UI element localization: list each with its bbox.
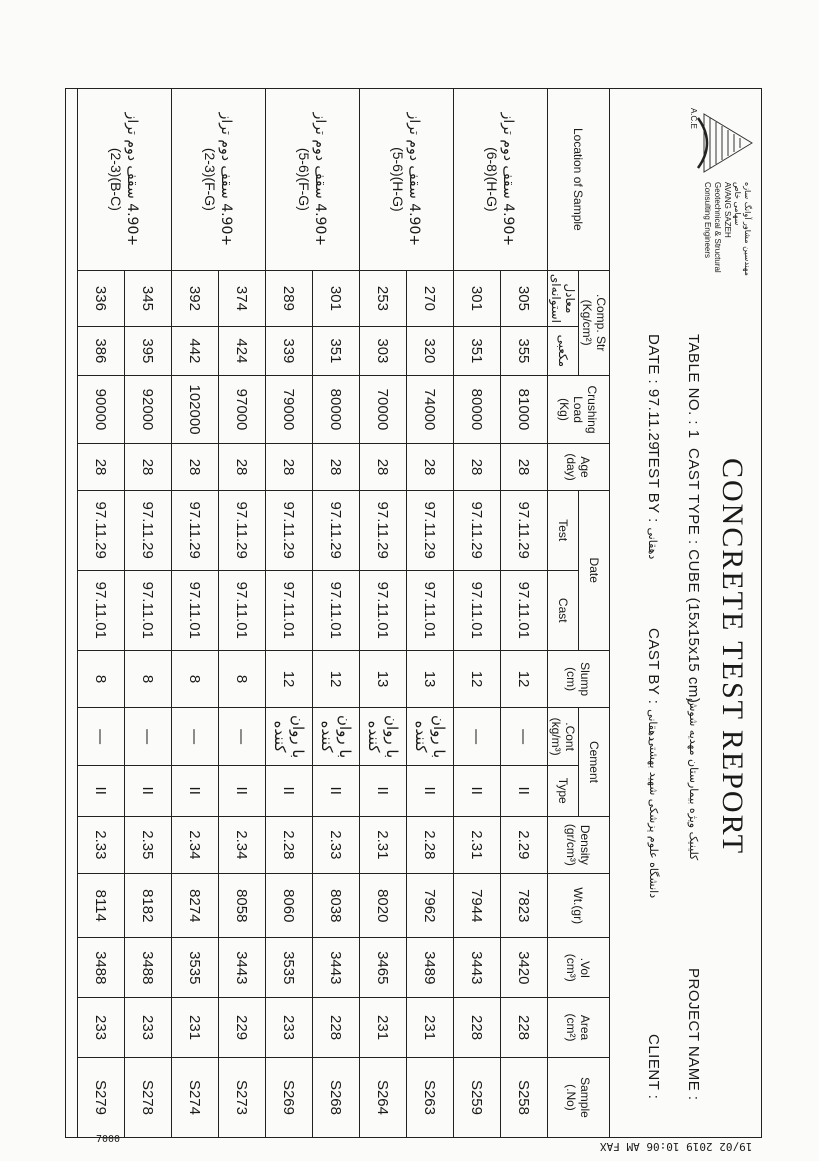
cell-cyl: 336 [78,270,125,326]
cell-wt: 8020 [360,874,407,938]
cell-test: 97.11.29 [266,490,313,570]
col-age: Age (day) [548,444,610,490]
cell-vol: 3535 [266,938,313,998]
col-cement-type: Type [548,765,579,816]
cell-cast: 97.11.01 [407,570,454,650]
date-label: DATE : 97.11.29 [645,334,662,451]
cell-cont: — [454,708,501,766]
cell-cyl: 392 [172,270,219,326]
cell-density: 2.28 [407,816,454,874]
location-level: +4.90 سقف دوم تراز [312,112,329,247]
cell-sample: S273 [219,1057,266,1137]
cast-type: CAST TYPE : CUBE (15x15x15 cm) [685,448,702,704]
col-date: Date [579,490,610,650]
cell-vol: 3489 [407,938,454,998]
col-slump: Slump (cm) [548,650,610,708]
cell-cast: 97.11.01 [125,570,172,650]
cell-area: 228 [454,998,501,1058]
table-row [219,89,266,1138]
cell-cont: با روان کننده [266,708,313,766]
company-name-en: AVANG SAZEH [723,182,732,238]
company-names [702,182,752,302]
cell-test: 97.11.29 [501,490,548,570]
cell-cube: 395 [125,327,172,375]
test-by-value: دهقانی [646,527,659,560]
cell-area: 229 [219,998,266,1058]
cell-age: 28 [407,444,454,490]
col-date-cast: Cast [548,570,579,650]
cell-cont: — [125,708,172,766]
col-location: Location of Sample [548,89,610,271]
cell-slump: 8 [125,650,172,708]
cell-age: 28 [172,444,219,490]
cell-cont: — [219,708,266,766]
cell-sample: S269 [266,1057,313,1137]
cell-type: II [313,765,360,816]
cell-density: 2.33 [313,816,360,874]
col-comp-cube: مکعبی [548,327,579,375]
cell-cast: 97.11.01 [501,570,548,650]
cell-type: II [360,765,407,816]
cell-cube: 442 [172,327,219,375]
cell-cast: 97.11.01 [78,570,125,650]
cell-area: 231 [172,998,219,1058]
cell-area: 228 [501,998,548,1058]
cell-area: 228 [313,998,360,1058]
location-grid: (F-G)(2-3) [202,147,219,211]
cell-sample: S268 [313,1057,360,1137]
cell-load: 81000 [501,375,548,444]
cell-slump: 8 [219,650,266,708]
table-row [501,89,548,1138]
col-area: Area (cm²) [548,998,610,1058]
cell-slump: 13 [407,650,454,708]
cell-test: 97.11.29 [454,490,501,570]
cell-cyl: 270 [407,270,454,326]
cell-density: 2.34 [172,816,219,874]
cell-vol: 3443 [219,938,266,998]
cell-type: II [407,765,454,816]
cell-test: 97.11.29 [313,490,360,570]
cell-cyl: 305 [501,270,548,326]
cell-load: 80000 [454,375,501,444]
cell-age: 28 [78,444,125,490]
table-row [125,89,172,1138]
col-comp-cyl: معادل استوانه‌ای [548,270,579,326]
cell-wt: 8114 [78,874,125,938]
cell-vol: 3443 [454,938,501,998]
cell-density: 2.31 [454,816,501,874]
location-level: +4.90 سقف دوم تراز [218,112,235,247]
client-value: دانشگاه علوم پزشکی شهید بهشتی [647,738,660,899]
cell-sample: S274 [172,1057,219,1137]
project-name-value: کلینیک ویژه بیمارستان مهدیه شوش [687,698,700,861]
test-by-label: TEST BY : دهقانی [645,448,662,560]
cell-test: 97.11.29 [125,490,172,570]
location-grid: (F-G)(5-6) [296,147,313,211]
cell-vol: 3535 [172,938,219,998]
col-load: Crushing Load (Kg) [548,375,610,444]
col-cement-cont: Cont. (kg/m³) [548,708,579,766]
cell-cont: — [78,708,125,766]
cast-by-label: CAST BY : دهقانی [645,628,662,742]
cell-location [266,89,360,271]
col-wt: Wt.(gr) [548,874,610,938]
cell-location [454,89,548,271]
cell-cast: 97.11.01 [172,570,219,650]
cell-cube: 320 [407,327,454,375]
cell-age: 28 [219,444,266,490]
col-sample: Sample (No.) [548,1057,610,1137]
cell-slump: 12 [266,650,313,708]
cell-test: 97.11.29 [172,490,219,570]
cell-cyl: 345 [125,270,172,326]
cell-slump: 8 [78,650,125,708]
cell-vol: 3465 [360,938,407,998]
col-date-test: Test [548,490,579,570]
cell-wt: 7962 [407,874,454,938]
cell-cube: 351 [454,327,501,375]
cell-cube: 351 [313,327,360,375]
cell-cyl: 301 [313,270,360,326]
cell-slump: 12 [454,650,501,708]
table-row [313,89,360,1138]
cell-density: 2.31 [360,816,407,874]
cell-type: II [125,765,172,816]
cell-wt: 8274 [172,874,219,938]
cell-slump: 8 [172,650,219,708]
company-abbr: A.C.E [689,108,698,129]
cell-area: 233 [125,998,172,1058]
cell-location [360,89,454,271]
cell-cast: 97.11.01 [454,570,501,650]
cell-age: 28 [360,444,407,490]
cell-wt: 7944 [454,874,501,938]
cell-age: 28 [313,444,360,490]
company-desc-2: Consulting Engineers [703,182,712,259]
cell-load: 90000 [78,375,125,444]
cell-density: 2.28 [266,816,313,874]
cell-area: 233 [78,998,125,1058]
cell-cont: — [172,708,219,766]
cell-cyl: 253 [360,270,407,326]
cell-vol: 3420 [501,938,548,998]
col-cement: Cement [579,708,610,816]
cell-cont: — [501,708,548,766]
cell-vol: 3488 [78,938,125,998]
cell-load: 79000 [266,375,313,444]
cell-type: II [172,765,219,816]
cell-slump: 12 [313,650,360,708]
cell-density: 2.35 [125,816,172,874]
cell-age: 28 [125,444,172,490]
cell-slump: 13 [360,650,407,708]
cell-type: II [219,765,266,816]
location-level: +4.90 سقف دوم تراز [124,112,141,247]
cell-sample: S258 [501,1057,548,1137]
date-value: 97.11.29 [645,388,662,451]
cell-vol: 3488 [125,938,172,998]
cell-test: 97.11.29 [407,490,454,570]
cell-type: II [454,765,501,816]
cell-wt: 8058 [219,874,266,938]
cell-cast: 97.11.01 [219,570,266,650]
cell-test: 97.11.29 [219,490,266,570]
cell-cube: 303 [360,327,407,375]
corner-mark: 7000 [96,1134,121,1145]
cell-area: 233 [266,998,313,1058]
cell-cast: 97.11.01 [313,570,360,650]
location-level: +4.90 سقف دوم تراز [500,112,517,247]
cell-wt: 7823 [501,874,548,938]
cell-load: 102000 [172,375,219,444]
cell-vol: 3443 [313,938,360,998]
cell-cast: 97.11.01 [360,570,407,650]
cell-location [78,89,172,271]
col-comp: Comp. Str. (Kg/cm²) [579,270,610,375]
cell-cont: با روان کننده [313,708,360,766]
location-grid: (B-C)(2-3) [108,147,125,211]
table-row [407,89,454,1138]
col-vol: Vol. (cm³) [548,938,610,998]
cell-area: 231 [360,998,407,1058]
location-level: +4.90 سقف دوم تراز [406,112,423,247]
cell-cube: 386 [78,327,125,375]
cell-cube: 355 [501,327,548,375]
cell-cube: 339 [266,327,313,375]
table-no-label: TABLE NO. : 1 [685,334,702,439]
cell-load: 70000 [360,375,407,444]
cell-sample: S264 [360,1057,407,1137]
cell-density: 2.33 [78,816,125,874]
cell-area: 231 [407,998,454,1058]
col-density: Density (gr/cm³) [548,816,610,874]
report-sheet [62,88,762,1138]
table-no-value: 1 [685,429,702,439]
cast-by-value: دهقانی [646,709,659,742]
project-name-label: PROJECT NAME : [685,968,702,1101]
cell-type: II [78,765,125,816]
location-grid: (H-G)(5-6) [390,147,407,212]
cell-sample: S263 [407,1057,454,1137]
report-title: CONCRETE TEST REPORT [716,458,749,856]
cell-load: 74000 [407,375,454,444]
cell-sample: S278 [125,1057,172,1137]
cell-age: 28 [266,444,313,490]
cell-test: 97.11.29 [360,490,407,570]
company-desc-1: Geotechnical & Structural [713,182,722,273]
cell-cyl: 301 [454,270,501,326]
client-label: CLIENT : [645,1034,662,1100]
cell-cyl: 374 [219,270,266,326]
cell-sample: S259 [454,1057,501,1137]
cell-wt: 8060 [266,874,313,938]
company-name-fa: مهندسین مشاور آوانگ سازه [743,182,752,276]
cell-load: 97000 [219,375,266,444]
cell-load: 92000 [125,375,172,444]
location-grid: (H-G)(6-8) [484,147,501,212]
company-logo [694,108,756,178]
cell-wt: 8182 [125,874,172,938]
cell-cube: 424 [219,327,266,375]
cell-sample: S279 [78,1057,125,1137]
cell-density: 2.34 [219,816,266,874]
cell-cont: با روان کننده [407,708,454,766]
cell-location [172,89,266,271]
cell-age: 28 [454,444,501,490]
cell-load: 80000 [313,375,360,444]
cell-test: 97.11.29 [78,490,125,570]
cell-age: 28 [501,444,548,490]
company-type-fa: سهامی خاص [733,182,742,226]
cell-cont: با روان کننده [360,708,407,766]
cell-density: 2.29 [501,816,548,874]
cell-cast: 97.11.01 [266,570,313,650]
cell-cyl: 289 [266,270,313,326]
cell-type: II [501,765,548,816]
results-table [77,88,610,1138]
fax-header: 19/02 2019 10:06 AM FAX [600,1140,753,1153]
cell-wt: 8038 [313,874,360,938]
cell-slump: 12 [501,650,548,708]
cell-type: II [266,765,313,816]
